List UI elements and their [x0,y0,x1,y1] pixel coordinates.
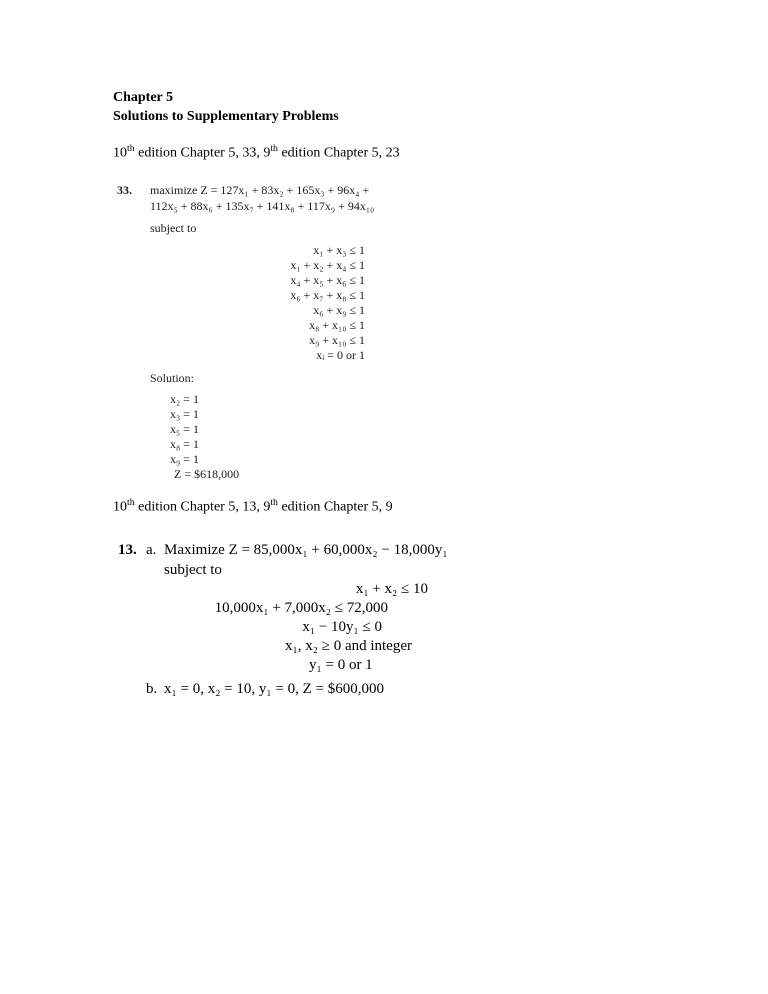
problem-number-13: 13. [118,542,137,558]
solution-value: x₉ = 1 [170,452,199,466]
constraint: x₉ + x₁₀ ≤ 1 [309,333,365,347]
solution-label: Solution: [150,371,195,385]
constraint: x₁ + x₃ ≤ 1 [313,243,365,257]
constraint: x₁ + x₂ ≤ 10 [355,581,428,597]
constraint: x₁ + x₂ + x₄ ≤ 1 [290,258,365,272]
constraint: y₁ = 0 or 1 [309,657,373,673]
constraint: 10,000x₁ + 7,000x₂ ≤ 72,000 [214,600,388,616]
objective-line-1: maximize Z = 127x₁ + 83x₂ + 165x₃ + 96x₄ + [150,183,370,197]
solution-value: x₃ = 1 [170,407,199,421]
constraint: x₆ + x₉ ≤ 1 [313,303,365,317]
constraint: x₆ + x₇ + x₈ ≤ 1 [290,288,365,302]
section-title: Solutions to Supplementary Problems [113,109,339,124]
solution-value: x₅ = 1 [170,422,199,436]
objective-value: Z = $618,000 [174,467,240,481]
solution-value: x₂ = 1 [170,392,199,406]
chapter-title: Chapter 5 [113,90,174,105]
part-a-label: a. [146,542,157,558]
problem-number-33: 33. [117,183,132,197]
edition-reference-13: 10th edition Chapter 5, 13, 9th edition Chapter 5, 9 [113,497,393,515]
subject-to-label: subject to [150,221,197,235]
subject-to-label-13: subject to [164,562,222,578]
constraint: x₁ − 10y₁ ≤ 0 [302,619,382,635]
solution-value: x₈ = 1 [170,437,199,451]
part-b-solution: x₁ = 0, x₂ = 10, y₁ = 0, Z = $600,000 [164,681,384,697]
part-b-label: b. [146,681,158,697]
constraint: x₄ + x₅ + x₆ ≤ 1 [290,273,365,287]
edition-reference-33: 10th edition Chapter 5, 33, 9th edition Chapter 5, 23 [113,143,400,161]
objective-function: Maximize Z = 85,000x₁ + 60,000x₂ − 18,000y₁ [164,542,448,558]
objective-line-2: 112x₅ + 88x₆ + 135x₇ + 141x₈ + 117x₉ + 94x₁₀ [150,199,375,213]
constraint: x₁, x₂ ≥ 0 and integer [285,638,412,654]
constraint: x₈ + x₁₀ ≤ 1 [309,318,365,332]
binary-constraint: xᵢ = 0 or 1 [316,348,365,362]
